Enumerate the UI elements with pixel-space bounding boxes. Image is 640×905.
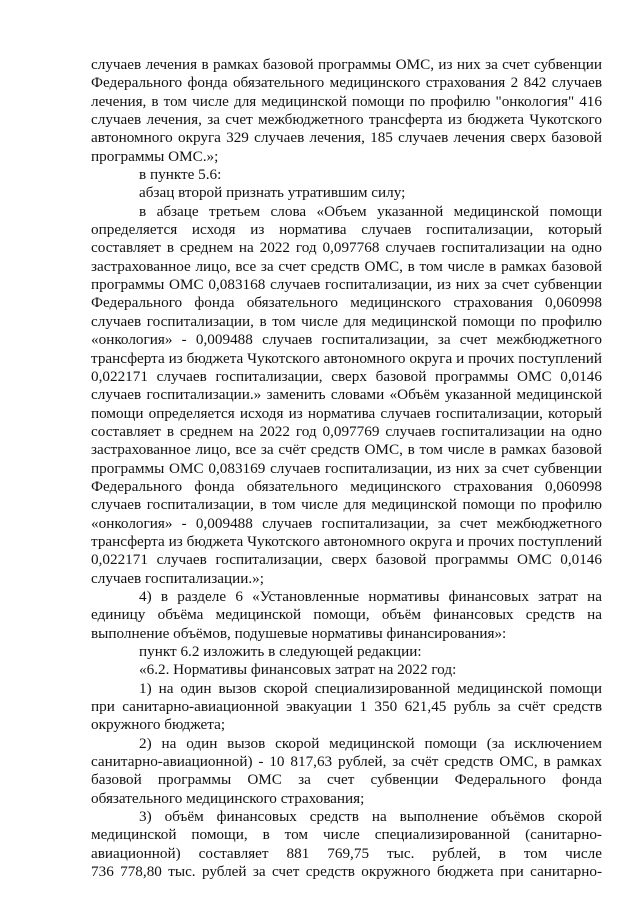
text-line: медицинской помощи, в том числе специализированной (санитарно- [91, 826, 602, 844]
text-line: в абзаце третьем слова «Объем указанной медицинской помощи [139, 202, 602, 220]
text-line: застрахованное лицо, все за счёт средств ОМС, в том числе в рамках базовой [91, 441, 602, 459]
text-line: программы ОМС.»; [91, 147, 219, 165]
text-line: 0,022171 случаев госпитализации, сверх базовой программы ОМС 0,0146 [91, 551, 602, 569]
text-line: обязательного медицинского страхования; [91, 789, 365, 807]
text-line: 4) в разделе 6 «Установленные нормативы финансовых затрат на [139, 587, 602, 605]
text-line: базовой программы ОМС за счет субвенции Федерального фонда [91, 771, 602, 789]
text-line: автономного округа 329 случаев лечения, 185 случаев лечения сверх базовой [91, 129, 602, 147]
text-line: единицу объёма медицинской помощи, объём финансовых средств на [91, 606, 602, 624]
text-line: помощи определяется исходя из норматива случаев госпитализации, который [91, 404, 602, 422]
text-line: определяется исходя из норматива случаев госпитализации, который [91, 221, 602, 239]
text-line: 736 778,80 тыс. рублей за счет средств окружного бюджета при санитарно- [91, 863, 602, 881]
text-line: при санитарно-авиационной эвакуации 1 350 621,45 рубль за счёт средств [91, 698, 602, 716]
text-line: «онкология» - 0,009488 случаев госпитализации, за счет межбюджетного [91, 514, 602, 532]
text-line: составляет в среднем на 2022 год 0,097768 случаев госпитализации на одно [91, 239, 602, 257]
text-line: случаев госпитализации, в том числе для медицинской помощи по профилю [91, 312, 602, 330]
text-line: окружного бюджета; [91, 716, 226, 734]
text-line: авиационной) составляет 881 769,75 тыс. рублей, в том числе [91, 844, 602, 862]
text-line: пункт 6.2 изложить в следующей редакции: [139, 643, 422, 660]
text-line: лечения, в том числе для медицинской помощи по профилю "онкология" 416 [91, 92, 602, 110]
text-line: случаев госпитализации.» заменить словами «Объём указанной медицинской [91, 386, 602, 404]
text-line: случаев госпитализации, в том числе для медицинской помощи по профилю [91, 496, 602, 514]
text-line: «6.2. Нормативы финансовых затрат на 2022 год: [139, 661, 457, 679]
text-line: санитарно-авиационной) - 10 817,63 рублей, за счёт средств ОМС, в рамках [91, 753, 602, 771]
text-line: застрахованное лицо, все за счет средств ОМС, в том числе в рамках базовой [91, 257, 602, 275]
text-line: программы ОМС 0,083168 случаев госпитализации, из них за счет субвенции [91, 276, 602, 294]
text-line: Федерального фонда обязательного медицинского страхования 0,060998 [91, 294, 602, 312]
text-line: составляет в среднем на 2022 год 0,097769 случаев госпитализации на одно [91, 422, 602, 440]
text-line: случаев лечения, за счет межбюджетного трансферта из бюджета Чукотского [91, 111, 602, 129]
text-line: 3) объём финансовых средств на выполнение объёмов скорой [139, 808, 602, 826]
text-line: 0,022171 случаев госпитализации, сверх базовой программы ОМС 0,0146 [91, 367, 602, 385]
text-line: выполнение объёмов, подушевые нормативы финансирования»: [91, 624, 507, 642]
text-line: трансферта из бюджета Чукотского автономного округа и прочих поступлений [91, 532, 602, 550]
text-line: программы ОМС 0,083169 случаев госпитализации, из них за счет субвенции [91, 459, 602, 477]
text-line: случаев госпитализации.»; [91, 569, 264, 587]
text-line: 1) на один вызов скорой специализированной медицинской помощи [139, 679, 602, 697]
text-line: 2) на один вызов скорой медицинской помощи (за исключением [139, 734, 602, 752]
text-line: трансферта из бюджета Чукотского автономного округа и прочих поступлений [91, 349, 602, 367]
text-line: Федерального фонда обязательного медицинского страхования 2 842 случаев [91, 74, 602, 92]
text-line: Федерального фонда обязательного медицинского страхования 0,060998 [91, 477, 602, 495]
text-line: случаев лечения в рамках базовой программы ОМС, из них за счет субвенции [91, 56, 602, 73]
text-line: в пункте 5.6: [139, 166, 222, 184]
text-line: «онкология» - 0,009488 случаев госпитализации, за счет межбюджетного [91, 331, 602, 349]
text-line: абзац второй признать утратившим силу; [139, 184, 406, 202]
